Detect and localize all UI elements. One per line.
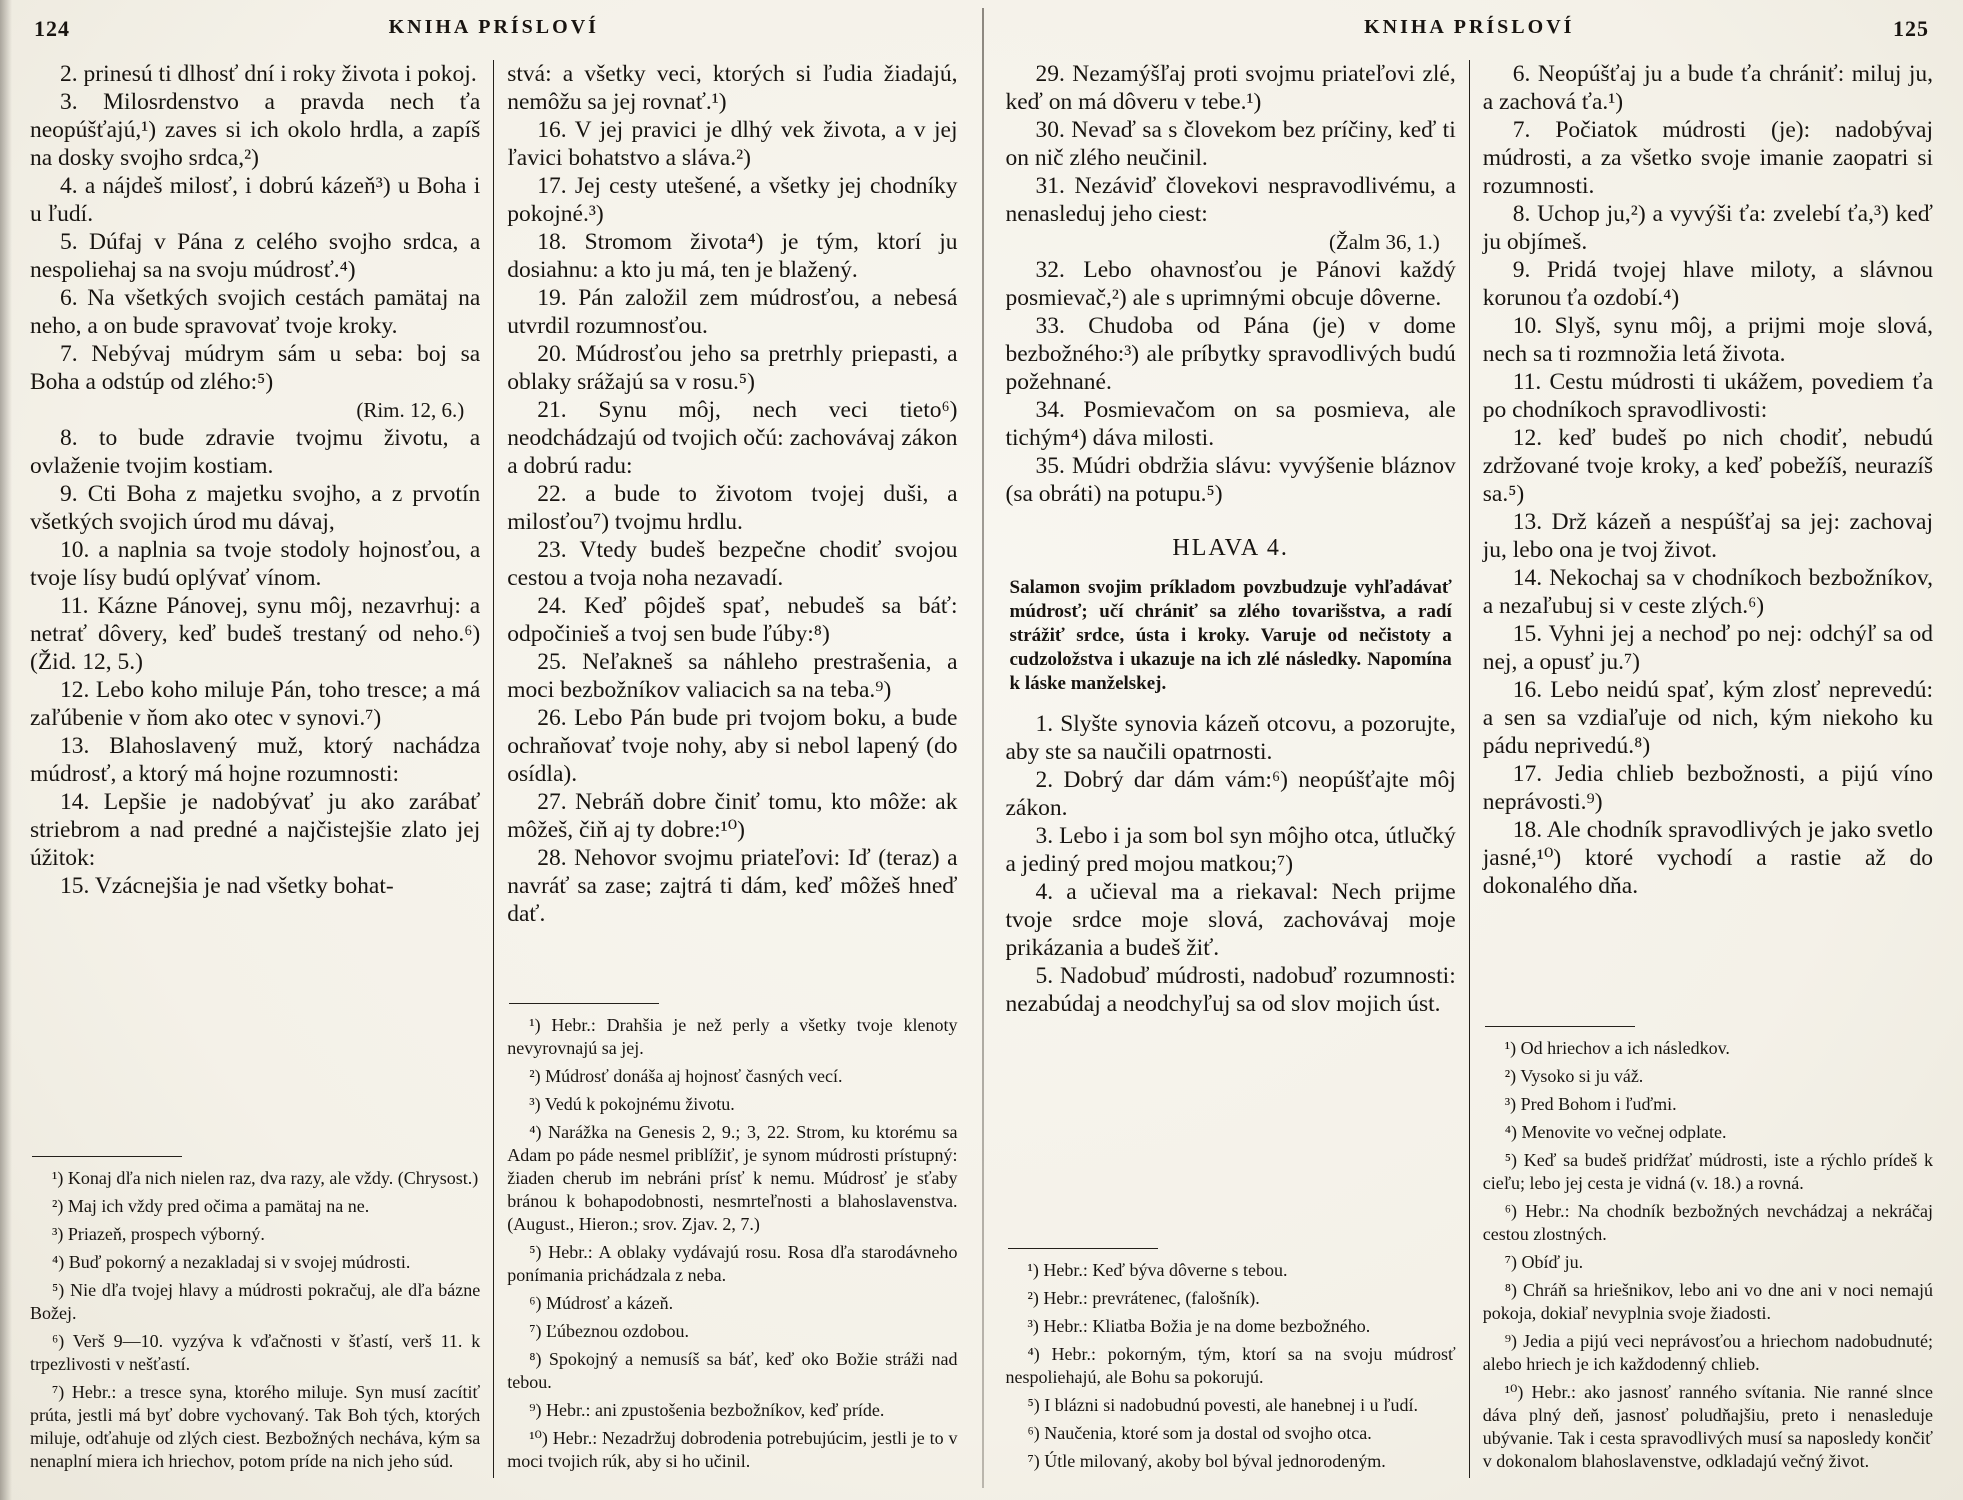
verse: 3. Lebo i ja som bol syn môjho otca, útlučký a jediný pred mojou matkou;⁷) <box>1005 823 1456 877</box>
verse: 16. V jej pravici je dlhý vek života, a v jej ľavici bohatstvo a sláva.²) <box>507 117 958 171</box>
verse: 7. Nebývaj múdrym sám u seba: boj sa Boha a odstúp od zlého:⁵) <box>30 341 481 395</box>
verse: 12. keď budeš po nich chodiť, nebudú zdržované tvoje kroky, a keď pobežíš, neurazíš sa.⁵) <box>1482 425 1933 507</box>
footnote: ⁹) Hebr.: ani zpustošenia bezbožníkov, keď príde. <box>529 1400 885 1420</box>
verse-block <box>507 60 957 928</box>
footnote: ⁴) Narážka na Genesis 2, 9.; 3, 22. Strom, ku ktorému sa Adam po páde nesmel priblížiť, je synom múdrosti prístupný: žiaden cherub im nebráni prísť k nemu. Múdrosť je sťaby bránou k bohapodobnosti, nesmrteľnosti a blahoslavenstva. (August., Hieron.; srov. Zjav. 2, 7.) <box>507 1122 958 1234</box>
footnote: ⁷) Útle milovaný, akoby bol býval jednorodeným. <box>1027 1451 1386 1471</box>
running-title: KNIHA PRÍSLOVÍ <box>1364 16 1575 38</box>
verse: 4. a učieval ma a riekaval: Nech prijme tvoje srdce moje slová, zachovávaj moje prikázania a budeš žiť. <box>1005 879 1456 961</box>
verse: 5. Nadobuď múdrosti, nadobuď rozumnosti: nezabúdaj a neodchyľuj sa od slov mojich úst. <box>1005 963 1456 1017</box>
column-divider <box>493 60 494 1478</box>
footnote: ⁶) Naučenia, ktoré som ja dostal od svojho otca. <box>1027 1423 1372 1443</box>
verse: 29. Nezamýšľaj proti svojmu priateľovi zlé, keď on má dôveru v tebe.¹) <box>1005 61 1456 115</box>
page-header-right <box>1006 14 1934 50</box>
verse: 30. Nevaď sa s človekom bez príčiny, keď ti on nič zlého neučinil. <box>1005 117 1456 171</box>
verse: 7. Počiatok múdrosti (je): nadobývaj múdrosti, a za všetko svoje imanie zaopatri si rozumnosti. <box>1482 117 1933 199</box>
verse: 8. to bude zdravie tvojmu životu, a ovlaženie tvojim kostiam. <box>30 425 481 479</box>
footnote: ⁶) Múdrosť a kázeň. <box>529 1293 674 1313</box>
verse: 17. Jedia chlieb bezbožnosti, a pijú víno neprávosti.⁹) <box>1482 761 1933 815</box>
footnote-block <box>1006 1236 1456 1478</box>
footnote-block <box>1483 1014 1933 1478</box>
footnotes <box>30 1167 480 1473</box>
footnote: ⁵) Nie dľa tvojej hlavy a múdrosti pokračuj, ale dľa bázne Božej. <box>30 1280 481 1323</box>
footnote-block <box>30 1144 480 1478</box>
scripture-reference: (Rim. 12, 6.) <box>356 398 465 422</box>
verse: 23. Vtedy budeš bezpečne chodiť svojou cestou a tvoja noha nezavadí. <box>507 537 958 591</box>
footnote-rule <box>1008 1248 1158 1249</box>
footnote: ¹) Od hriechov a ich následkov. <box>1504 1038 1730 1058</box>
footnote: ¹⁰) Hebr.: Nezadržuj dobrodenia potrebujúcim, jestli je to v moci tvojich rúk, aby si ho učinil. <box>507 1428 958 1471</box>
footnote: ¹) Konaj dľa nich nielen raz, dva razy, ale vždy. (Chrysost.) <box>52 1168 479 1188</box>
footnote: ¹) Hebr.: Keď býva dôverne s tebou. <box>1027 1260 1288 1280</box>
footnote: ⁴) Buď pokorný a nezakladaj si v svojej múdrosti. <box>52 1252 411 1272</box>
verse: 9. Cti Boha z majetku svojho, a z prvotín všetkých svojich úrod mu dávaj, <box>30 481 481 535</box>
verse: 17. Jej cesty utešené, a všetky jej chodníky pokojné.³) <box>507 173 958 227</box>
verse: stvá: a všetky veci, ktorých si ľudia žiadajú, nemôžu sa jej rovnať.¹) <box>507 61 958 115</box>
footnote: ²) Vysoko si ju váž. <box>1504 1066 1644 1086</box>
verse: 19. Pán založil zem múdrosťou, a nebesá utvrdil rozumnosťou. <box>507 285 958 339</box>
footnote: ⁴) Hebr.: pokorným, tým, ktorí sa na svoju múdrosť nespoliehajú, ale Bohu sa pokorujú. <box>1005 1344 1456 1387</box>
verse: 13. Blahoslavený muž, ktorý nachádza múdrosť, a ktorý má hojne rozumnosti: <box>30 733 481 787</box>
verse: 27. Nebráň dobre činiť tomu, kto môže: ak môžeš, čiň aj ty dobre:¹⁰) <box>507 789 958 843</box>
verse: 12. Lebo koho miluje Pán, toho tresce; a má zaľúbenie v ňom ako otec v synovi.⁷) <box>30 677 481 731</box>
verse: 34. Posmievačom on sa posmieva, ale tichým⁴) dáva milosti. <box>1005 397 1456 451</box>
text-column-3 <box>1006 60 1456 1478</box>
scripture-reference: (Žalm 36, 1.) <box>1328 230 1440 254</box>
verse: 2. prinesú ti dlhosť dní i roky života i pokoj. <box>60 61 477 87</box>
footnote: ⁹) Jedia a pijú veci neprávosťou a hriechom nadobudnuté; alebo hriech je ich každodenný chlieb. <box>1482 1331 1933 1374</box>
footnote-rule <box>509 1003 659 1004</box>
verse-block <box>30 60 480 900</box>
verse: 9. Pridá tvojej hlave miloty, a slávnou korunou ťa ozdobí.⁴) <box>1482 257 1933 311</box>
verse: 10. Slyš, synu môj, a prijmi moje slová, nech sa ti rozmnožia letá života. <box>1482 313 1933 367</box>
verse: 2. Dobrý dar dám vám:⁶) neopúšťajte môj zákon. <box>1005 767 1456 821</box>
footnote: ⁷) Hebr.: a tresce syna, ktorého miluje. Syn musí zacítiť prúta, jestli má byť dobre vychovaný. Tak Boh tých, ktorých miluje, odťahuje od zlých ciest. Bezbožných necháva, kým sa nenaplní miera ich hriechov, potom príde na nich jeho súd. <box>30 1382 481 1471</box>
verse: 15. Vzácnejšia je nad všetky bohat- <box>60 873 394 899</box>
footnote: ³) Vedú k pokojnému životu. <box>529 1094 735 1114</box>
verse: 18. Ale chodník spravodlivých je jako svetlo jasné,¹⁰) ktoré vychodí a rastie až do dokonalého dňa. <box>1482 817 1933 899</box>
footnote: ²) Hebr.: prevrátenec, (falošník). <box>1027 1288 1260 1308</box>
footnote-block <box>507 991 957 1478</box>
footnote: ⁷) Ľúbeznou ozdobou. <box>529 1321 689 1341</box>
verse: 18. Stromom života⁴) je tým, ktorí ju dosiahnu: a kto ju má, ten je blažený. <box>507 229 958 283</box>
verse: 28. Nehovor svojmu priateľovi: Iď (teraz) a navráť sa zase; zajtrá ti dám, keď môžeš hneď dať. <box>507 845 958 927</box>
footnote: ⁶) Hebr.: Na chodník bezbožných nevchádzaj a nekráčaj cestou zlostných. <box>1482 1201 1933 1244</box>
verse: 33. Chudoba od Pána (je) v dome bezbožného:³) ale príbytky spravodlivých budú požehnané. <box>1005 313 1456 395</box>
page-number: 125 <box>1893 16 1929 41</box>
verse: 24. Keď pôjdeš spať, nebudeš sa báť: odpočinieš a tvoj sen bude ľúby:⁸) <box>507 593 958 647</box>
text-column-4 <box>1483 60 1933 1478</box>
footnote-rule <box>32 1156 182 1157</box>
footnote: ²) Múdrosť donáša aj hojnosť časných vecí. <box>529 1066 843 1086</box>
footnote: ²) Maj ich vždy pred očima a pamätaj na ne. <box>52 1196 370 1216</box>
verse: 6. Neopúšťaj ju a bude ťa chrániť: miluj ju, a zachová ťa.¹) <box>1482 61 1933 115</box>
verse: 10. a naplnia sa tvoje stodoly hojnosťou, a tvoje lísy budú oplývať vínom. <box>30 537 481 591</box>
verse: 15. Vyhni jej a nechoď po nej: odchýľ sa od nej, a opusť ju.⁷) <box>1482 621 1933 675</box>
footnote: ⁵) Keď sa budeš pridŕžať múdrosti, iste a rýchlo prídeš k cieľu; lebo jej cesta je vidná (v. 18.) a rovná. <box>1482 1150 1933 1193</box>
verse: 14. Lepšie je nadobývať ju ako zarábať striebrom a nad predné a najčistejšie zlato jej úžitok: <box>30 789 481 871</box>
page-number: 124 <box>34 16 70 41</box>
verse: 20. Múdrosťou jeho sa pretrhly priepasti, a oblaky srážajú sa v rosu.⁵) <box>507 341 958 395</box>
footnotes <box>1006 1259 1456 1473</box>
verse: 16. Lebo neidú spať, kým zlosť neprevedú: a sen sa vzdiaľuje od nich, kým niekoho ku pádu neprivedú.⁸) <box>1482 677 1933 759</box>
verse: 25. Neľakneš sa náhleho prestrašenia, a moci bezbožníkov valiacich sa na teba.⁹) <box>507 649 958 703</box>
verse: 5. Dúfaj v Pána z celého svojho srdca, a nespoliehaj sa na svoju múdrosť.⁴) <box>30 229 481 283</box>
footnote: ⁸) Spokojný a nemusíš sa báť, keď oko Božie stráži nad tebou. <box>507 1349 958 1392</box>
footnotes <box>1483 1037 1933 1473</box>
verse: 13. Drž kázeň a nespúšťaj sa jej: zachovaj ju, lebo ona je tvoj život. <box>1482 509 1933 563</box>
footnote: ³) Hebr.: Kliatba Božia je na dome bezbožného. <box>1027 1316 1371 1336</box>
verse: 31. Nezáviď človekovi nespravodlivému, a nenasleduj jeho ciest: <box>1005 173 1456 227</box>
verse-block <box>1483 60 1933 900</box>
verse: 32. Lebo ohavnosťou je Pánovi každý posmievač,²) ale s uprimnými obcuje dôverne. <box>1005 257 1456 311</box>
verse: 4. a nájdeš milosť, i dobrú kázeň³) u Boha i u ľudí. <box>30 173 481 227</box>
text-columns <box>30 60 958 1478</box>
verse: 6. Na všetkých svojich cestách pamätaj na neho, a on bude spravovať tvoje kroky. <box>30 285 481 339</box>
footnote: ⁴) Menovite vo večnej odplate. <box>1504 1122 1727 1142</box>
verse: 3. Milosrdenstvo a pravda nech ťa neopúšťajú,¹) zaves si ich okolo hrdla, a zapíš na dosky svojho srdca,²) <box>30 89 481 171</box>
page-124 <box>30 14 958 1478</box>
verse: 21. Synu môj, nech veci tieto⁶) neodchádzajú od tvojich očú: zachovávaj zákon a dobrú radu: <box>507 397 958 479</box>
verse: 14. Nekochaj sa v chodníkoch bezbožníkov, a nezaľubuj si v ceste zlých.⁶) <box>1482 565 1933 619</box>
footnote-rule <box>1485 1026 1635 1027</box>
footnote: ⁸) Chráň sa hriešnikov, lebo ani vo dne ani v noci nemajú pokoja, dokiaľ nevyplnia svoje žiadosti. <box>1482 1280 1933 1323</box>
verse: 11. Kázne Pánovej, synu môj, nezavrhuj: a netrať dôvery, keď budeš trestaný od neho.⁶) (Žid. 12, 5.) <box>30 593 481 675</box>
page-header-left <box>30 14 958 50</box>
text-column-2 <box>507 60 957 1478</box>
text-columns <box>1006 60 1934 1478</box>
page-125 <box>1006 14 1934 1478</box>
footnote: ⁶) Verš 9—10. vyzýva k vďačnosti v šťastí, verš 11. k trpezlivosti v nešťastí. <box>30 1331 481 1374</box>
verse: 26. Lebo Pán bude pri tvojom boku, a bude ochraňovať tvoje nohy, aby si nebol lapený (do osídla). <box>507 705 958 787</box>
footnote: ⁷) Obíď ju. <box>1504 1252 1584 1272</box>
footnote: ³) Pred Bohom i ľuďmi. <box>1504 1094 1677 1114</box>
verse: 8. Uchop ju,²) a vyvýši ťa: zvelebí ťa,³) keď ju objímeš. <box>1482 201 1933 255</box>
verse: 11. Cestu múdrosti ti ukážem, povediem ťa po chodníkoch spravodlivosti: <box>1482 369 1933 423</box>
text-column-1 <box>30 60 480 1478</box>
verse: 35. Múdri obdržia slávu: vyvýšenie bláznov (sa obráti) na potupu.⁵) <box>1005 453 1456 507</box>
running-title: KNIHA PRÍSLOVÍ <box>388 16 599 38</box>
footnotes <box>507 1014 957 1473</box>
column-divider <box>1469 60 1470 1478</box>
page-gutter <box>958 14 1006 1478</box>
footnote: ¹⁰) Hebr.: ako jasnosť ranného svítania. Nie ranné slnce dáva plný deň, jasnosť poludňajšiu, preto i nenasleduje ubývanie. Tak i cesta spravodlivých musí sa naposledy končiť v dokonalom blahoslavenstve, odkladajú večný život. <box>1482 1382 1933 1471</box>
footnote: ³) Priazeň, prospech výborný. <box>52 1224 265 1244</box>
footnote: ⁵) Hebr.: A oblaky vydávajú rosu. Rosa dľa starodávneho ponímania prichádzala z neba. <box>507 1242 958 1285</box>
chapter-summary: Salamon svojim príkladom povzbudzuje vyhľadávať múdrosť; učí chrániť sa zlého tovarišstva, a radí strážiť srdce, ústa i kroky. Varuje od nečistoty a cudzoložstva i ukazuje na ich zlé následky. Napomína k láske manželskej. <box>1009 577 1452 694</box>
footnote: ¹) Hebr.: Drahšia je než perly a všetky tvoje klenoty nevyrovnajú sa jej. <box>507 1015 958 1058</box>
chapter-heading: HLAVA 4. <box>1172 535 1289 561</box>
verse-block <box>1006 60 1456 1018</box>
verse: 1. Slyšte synovia kázeň otcovu, a pozorujte, aby ste sa naučili opatrnosti. <box>1005 711 1456 765</box>
footnote: ⁵) I blázni si nadobudnú povesti, ale hanebnej i u ľudí. <box>1027 1395 1418 1415</box>
verse: 22. a bude to životom tvojej duši, a milosťou⁷) tvojmu hrdlu. <box>507 481 958 535</box>
